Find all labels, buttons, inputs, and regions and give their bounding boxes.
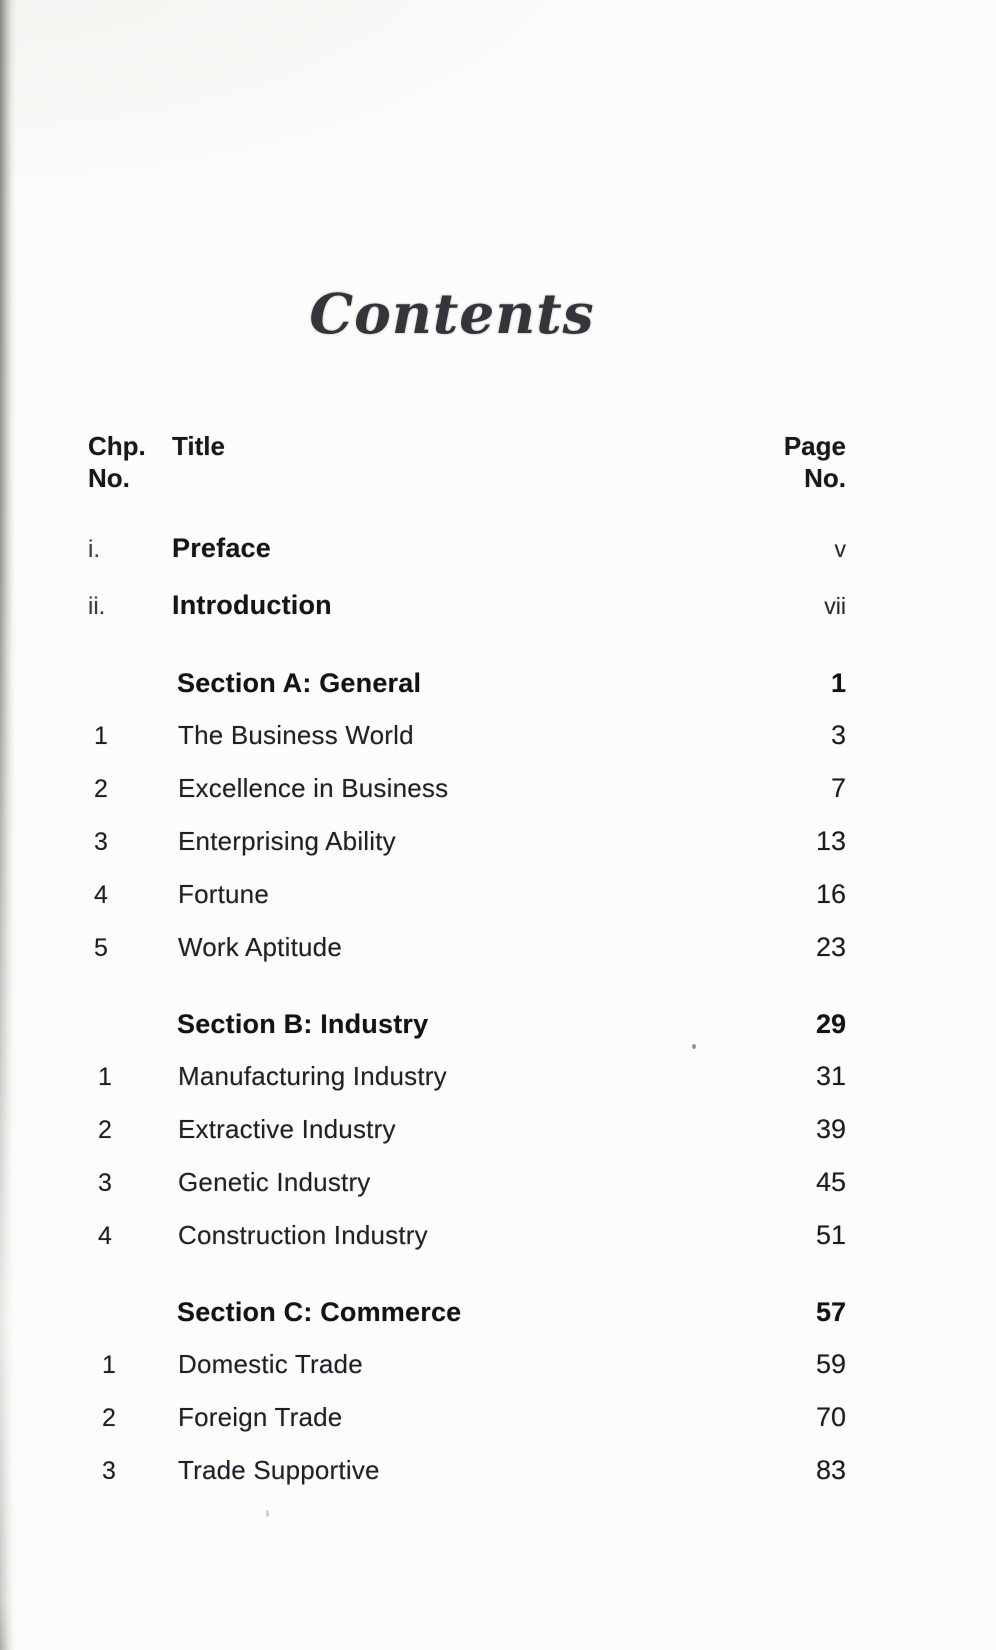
chapter-title: Domestic Trade xyxy=(178,1349,363,1379)
chapter-title: Work Aptitude xyxy=(178,932,342,962)
column-header-chapter xyxy=(88,430,172,494)
chapter-title: Manufacturing Industry xyxy=(178,1061,447,1091)
chapter-row xyxy=(88,879,846,910)
chapter-title: Genetic Industry xyxy=(178,1167,371,1197)
table-of-contents xyxy=(88,430,846,1508)
chapter-row xyxy=(88,1455,846,1486)
page-number: 51 xyxy=(815,1220,846,1250)
chapter-title: Enterprising Ability xyxy=(178,826,396,856)
column-header-page-line2: No. xyxy=(804,463,846,493)
chapter-title: Construction Industry xyxy=(178,1220,428,1250)
chapter-number: 1 xyxy=(94,722,108,750)
section-heading-row xyxy=(88,668,846,698)
column-header-page xyxy=(784,430,846,494)
section-page-number: 57 xyxy=(815,1297,846,1327)
page-number: 16 xyxy=(815,879,846,909)
chapter-number: ii. xyxy=(88,593,106,620)
page-number: 23 xyxy=(815,932,846,962)
page-number: 39 xyxy=(815,1114,846,1144)
chapter-row xyxy=(88,1167,846,1198)
chapter-row xyxy=(88,932,846,963)
page-number: vii xyxy=(824,593,846,619)
column-header-title: Title xyxy=(172,431,225,461)
chapter-number: 1 xyxy=(98,1063,112,1091)
page-number: 70 xyxy=(815,1402,846,1432)
scan-speck xyxy=(266,1510,269,1517)
chapter-number: 1 xyxy=(102,1351,116,1379)
chapter-title: Preface xyxy=(172,533,271,563)
page-number: 59 xyxy=(815,1349,846,1379)
chapter-number: 3 xyxy=(94,828,108,856)
chapter-number: 2 xyxy=(102,1404,116,1432)
chapter-number: 3 xyxy=(98,1169,112,1197)
front-matter-row xyxy=(88,533,846,565)
toc-section xyxy=(88,1009,846,1251)
chapter-number: 2 xyxy=(98,1116,112,1144)
page-title: Contents xyxy=(309,281,595,346)
toc-section xyxy=(88,668,846,963)
column-header-chapter-line2: No. xyxy=(88,463,130,493)
page-number: 7 xyxy=(830,773,846,803)
chapter-number: 3 xyxy=(102,1457,116,1485)
chapter-number: 4 xyxy=(94,881,108,909)
chapter-title: Extractive Industry xyxy=(178,1114,396,1144)
toc-section xyxy=(88,1297,846,1486)
page-number: 45 xyxy=(815,1167,846,1197)
page-number: 83 xyxy=(815,1455,846,1485)
toc-body xyxy=(88,533,846,1486)
chapter-number: 4 xyxy=(98,1222,112,1250)
section-heading: Section A: General xyxy=(177,668,422,698)
chapter-title: Introduction xyxy=(172,590,332,620)
column-header-chapter-line1: Chp. xyxy=(88,431,146,461)
section-heading: Section B: Industry xyxy=(177,1009,429,1039)
chapter-number: 5 xyxy=(94,934,108,962)
section-page-number: 1 xyxy=(830,668,846,698)
chapter-row xyxy=(88,1349,846,1380)
chapter-number: i. xyxy=(88,536,100,563)
chapter-title: Trade Supportive xyxy=(178,1455,380,1485)
section-heading: Section C: Commerce xyxy=(177,1297,462,1327)
page-number: 3 xyxy=(830,720,846,750)
toc-header xyxy=(88,430,846,494)
page-number: 31 xyxy=(815,1061,846,1091)
chapter-row xyxy=(88,773,846,804)
section-heading-row xyxy=(88,1297,846,1327)
chapter-row xyxy=(88,720,846,751)
chapter-row xyxy=(88,1061,846,1092)
front-matter-row xyxy=(88,590,846,622)
chapter-title: Excellence in Business xyxy=(178,773,449,803)
page-number: v xyxy=(834,536,846,562)
chapter-number: 2 xyxy=(94,775,108,803)
chapter-row xyxy=(88,1114,846,1145)
chapter-title: Fortune xyxy=(178,879,270,909)
column-header-page-line1: Page xyxy=(783,431,846,461)
chapter-row xyxy=(88,1220,846,1251)
section-page-number: 29 xyxy=(815,1009,846,1039)
page-number: 13 xyxy=(815,826,846,856)
section-heading-row xyxy=(88,1009,846,1039)
chapter-title: Foreign Trade xyxy=(178,1402,343,1432)
chapter-title: The Business World xyxy=(178,720,414,750)
chapter-row xyxy=(88,826,846,857)
binding-shadow-edge xyxy=(0,0,16,1650)
chapter-row xyxy=(88,1402,846,1433)
